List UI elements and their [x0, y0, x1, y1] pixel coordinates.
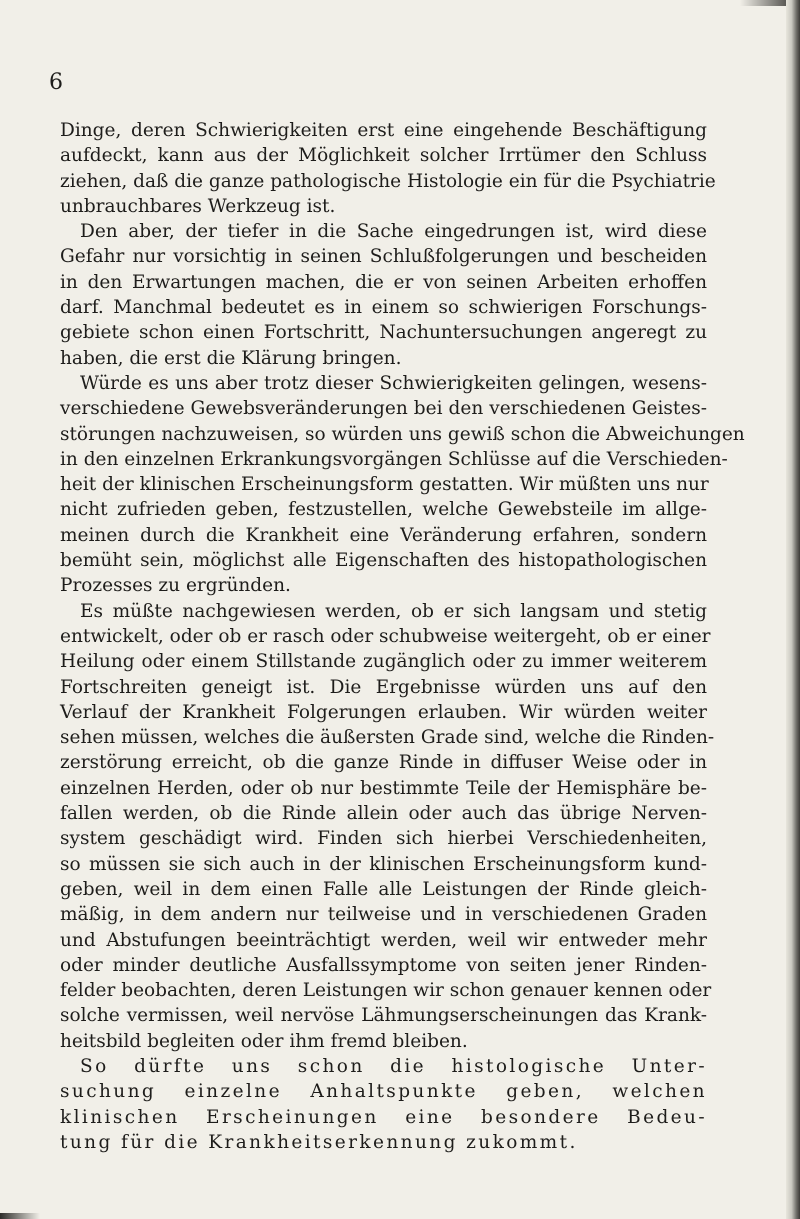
text-line: oder minder deutliche Ausfallssymptome von seiten jener Rinden- — [60, 954, 707, 976]
text-line: Gefahr nur vorsichtig in seinen Schlußfolgerungen und bescheiden — [60, 246, 707, 268]
page-edge-shadow-bottom — [0, 1213, 40, 1219]
text-line: haben, die erst die Klärung bringen. — [60, 347, 402, 369]
text-line: So dürfte uns schon die histologische Unter- — [80, 1055, 707, 1077]
text-line: Verlauf der Krankheit Folgerungen erlauben. Wir würden weiter — [60, 701, 707, 723]
text-line: und Abstufungen beeinträchtigt werden, weil wir entweder mehr — [60, 929, 707, 951]
text-line: klinischen Erscheinungen eine besondere Bedeu- — [60, 1106, 707, 1128]
text-line: solche vermissen, weil nervöse Lähmungserscheinungen das Krank- — [60, 1005, 707, 1027]
text-line: in den Erwartungen machen, die er von seinen Arbeiten erhoffen — [60, 271, 707, 293]
text-line: darf. Manchmal bedeutet es in einem so schwierigen Forschungs- — [60, 297, 707, 319]
text-line: Fortschreiten geneigt ist. Die Ergebnisse würden uns auf den — [60, 676, 707, 698]
text-line: unbrauchbares Werkzeug ist. — [60, 195, 336, 217]
text-line: geben, weil in dem einen Falle alle Leistungen der Rinde gleich- — [60, 878, 707, 900]
text-line: mäßig, in dem andern nur teilweise und in verschiedenen Graden — [60, 904, 707, 926]
text-line: heit der klinischen Erscheinungsform gestatten. Wir müßten uns nur — [60, 474, 709, 496]
text-line: gebiete schon einen Fortschritt, Nachuntersuchungen angeregt zu — [60, 322, 707, 344]
text-line: Es müßte nachgewiesen werden, ob er sich langsam und stetig — [80, 600, 707, 622]
text-line: Den aber, der tiefer in die Sache eingedrungen ist, wird diese — [80, 221, 707, 243]
text-line: ziehen, daß die ganze pathologische Histologie ein für die Psychiatrie — [60, 170, 716, 192]
text-line: tung für die Krankheitserkennung zukommt. — [60, 1131, 578, 1153]
text-line: bemüht sein, möglichst alle Eigenschaften des histopathologischen — [60, 550, 707, 572]
text-line: Prozesses zu ergründen. — [60, 575, 291, 597]
text-line: Heilung oder einem Stillstande zugänglich oder zu immer weiterem — [60, 651, 707, 673]
text-line: Würde es uns aber trotz dieser Schwierigkeiten gelingen, wesens- — [80, 372, 707, 394]
text-line: fallen werden, ob die Rinde allein oder auch das übrige Nerven- — [60, 803, 707, 825]
text-line: störungen nachzuweisen, so würden uns gewiß schon die Abweichungen — [60, 423, 745, 445]
text-line: sehen müssen, welches die äußersten Grade sind, welche die Rinden- — [60, 727, 715, 749]
page-edge-shadow-right — [786, 0, 800, 1219]
text-line: so müssen sie sich auch in der klinischen Erscheinungsform kund- — [60, 853, 707, 875]
text-line: suchung einzelne Anhaltspunkte geben, welchen — [60, 1081, 707, 1103]
text-line: heitsbild begleiten oder ihm fremd bleiben. — [60, 1030, 468, 1052]
text-line: meinen durch die Krankheit eine Veränderung erfahren, sondern — [60, 524, 707, 546]
text-line: zerstörung erreicht, ob die ganze Rinde in diffuser Weise oder in — [60, 752, 707, 774]
text-line: Dinge, deren Schwierigkeiten erst eine eingehende Beschäftigung — [60, 120, 707, 141]
text-line: einzelnen Herden, oder ob nur bestimmte Teile der Hemisphäre be- — [60, 777, 707, 799]
text-line: in den einzelnen Erkrankungsvorgängen Schlüsse auf die Verschieden- — [60, 448, 728, 470]
text-line: entwickelt, oder ob er rasch oder schubweise weitergeht, ob er einer — [60, 625, 711, 647]
page-number: 6 — [49, 70, 64, 95]
text-line: system geschädigt wird. Finden sich hierbei Verschiedenheiten, — [60, 828, 707, 850]
text-line: nicht zufrieden geben, festzustellen, welche Gewebsteile im allge- — [60, 499, 707, 521]
text-line: felder beobachten, deren Leistungen wir schon genauer kennen oder — [60, 980, 712, 1002]
text-line: verschiedene Gewebsveränderungen bei den verschiedenen Geistes- — [60, 398, 707, 420]
body-text — [60, 118, 745, 1155]
text-line: aufdeckt, kann aus der Möglichkeit solcher Irrtümer den Schluss — [60, 145, 707, 167]
